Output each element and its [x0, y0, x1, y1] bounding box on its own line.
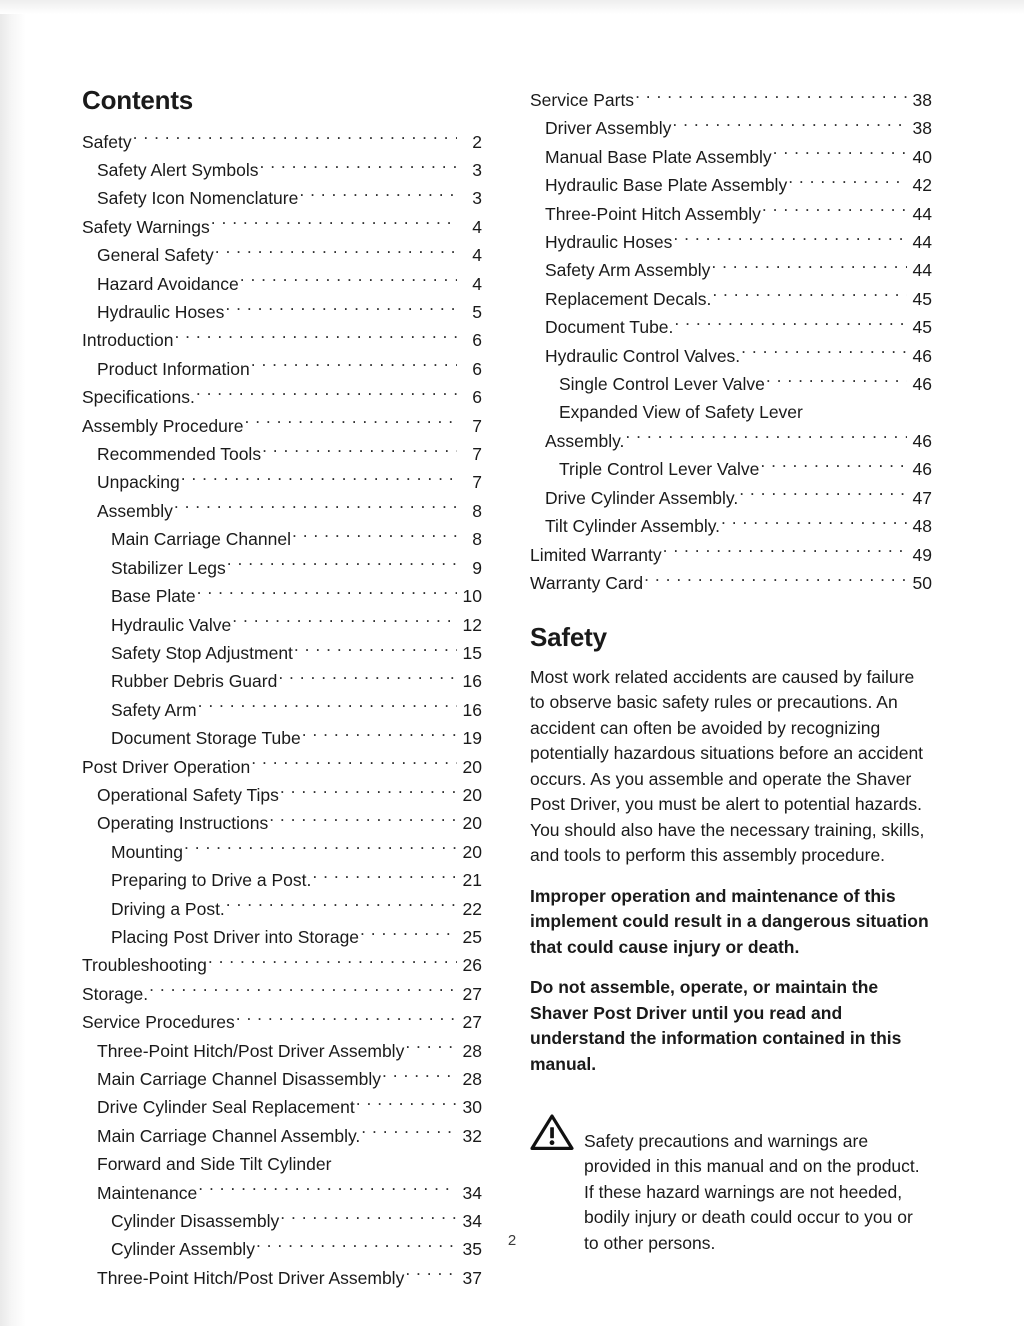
toc-entry-page-number: 20	[462, 784, 482, 805]
toc-entry-page-number: 46	[912, 430, 932, 451]
toc-dot-leader	[361, 1124, 457, 1142]
toc-entry-page-number: 45	[912, 317, 932, 338]
toc-entry-page-number: 6	[472, 358, 482, 379]
safety-alert-row	[530, 1111, 932, 1274]
toc-entry-label: Operating Instructions	[97, 813, 269, 834]
toc-entry-page-number: 16	[462, 671, 482, 692]
toc-entry[interactable]	[82, 298, 482, 326]
toc-entry[interactable]	[82, 156, 482, 184]
toc-entry[interactable]	[82, 468, 482, 496]
toc-entry-page-number: 46	[912, 345, 932, 366]
toc-dot-leader	[721, 515, 907, 533]
toc-dot-leader	[663, 543, 907, 561]
toc-dot-leader	[259, 159, 457, 177]
toc-entry-page-number: 22	[462, 898, 482, 919]
toc-entry[interactable]	[530, 512, 932, 540]
toc-entry-page-number: 46	[912, 374, 932, 395]
table-of-contents-left	[82, 128, 482, 1293]
toc-dot-leader	[405, 1266, 457, 1284]
toc-entry-page-number: 20	[462, 756, 482, 777]
toc-dot-leader	[198, 698, 457, 716]
toc-entry[interactable]	[82, 951, 482, 979]
toc-entry-label: Three-Point Hitch Assembly	[545, 203, 761, 224]
toc-entry[interactable]	[82, 696, 482, 724]
toc-entry-label: Operational Safety Tips	[97, 784, 279, 805]
toc-entry-label: Limited Warranty	[530, 544, 662, 565]
toc-entry-label: Expanded View of Safety Lever	[559, 402, 803, 423]
toc-entry-label: Tilt Cylinder Assembly.	[545, 516, 721, 537]
toc-entry[interactable]	[530, 143, 932, 171]
toc-dot-leader	[208, 954, 457, 972]
toc-entry-page-number: 12	[462, 614, 482, 635]
toc-entry-label: Hydraulic Hoses	[545, 232, 673, 253]
toc-entry-label: Replacement Decals.	[545, 288, 712, 309]
toc-dot-leader	[302, 727, 457, 745]
safety-heading: Safety	[530, 622, 607, 653]
warning-triangle-icon	[530, 1111, 574, 1156]
toc-dot-leader	[292, 528, 457, 546]
toc-entry-label: Assembly	[97, 500, 173, 521]
toc-entry-label: Warranty Card	[530, 572, 644, 593]
toc-dot-leader	[356, 1096, 457, 1114]
toc-entry-page-number: 34	[462, 1182, 482, 1203]
toc-dot-leader	[773, 145, 907, 163]
toc-entry[interactable]	[82, 1122, 482, 1150]
toc-entry-label: Rubber Debris Guard	[111, 671, 278, 692]
toc-entry-page-number: 2	[472, 131, 482, 152]
toc-entry-label: Single Control Lever Valve	[559, 374, 765, 395]
toc-entry[interactable]	[530, 313, 932, 341]
toc-dot-leader	[211, 215, 457, 233]
toc-dot-leader	[788, 174, 907, 192]
toc-entry[interactable]	[82, 554, 482, 582]
toc-entry-page-number: 19	[462, 728, 482, 749]
toc-dot-leader	[215, 244, 457, 262]
toc-entry-page-number: 7	[472, 472, 482, 493]
toc-entry-label: Hydraulic Hoses	[97, 302, 225, 323]
toc-dot-leader	[299, 187, 457, 205]
toc-dot-leader	[174, 329, 457, 347]
toc-dot-leader	[382, 1068, 457, 1086]
toc-entry-page-number: 48	[912, 516, 932, 537]
toc-entry[interactable]	[82, 1008, 482, 1036]
toc-entry[interactable]	[530, 114, 932, 142]
toc-entry-page-number: 15	[462, 642, 482, 663]
toc-entry-label: Hydraulic Base Plate Assembly	[545, 175, 788, 196]
contents-column-right	[530, 86, 932, 1274]
toc-entry-label: Recommended Tools	[97, 444, 262, 465]
toc-entry[interactable]	[530, 370, 932, 398]
toc-entry[interactable]	[530, 285, 932, 313]
toc-entry-label: Three-Point Hitch/Post Driver Assembly	[97, 1267, 405, 1288]
toc-dot-leader	[644, 571, 907, 589]
toc-entry-page-number: 28	[462, 1069, 482, 1089]
toc-entry-page-number: 35	[462, 1239, 482, 1260]
toc-entry-page-number: 32	[462, 1125, 482, 1146]
toc-entry-page-number: 46	[912, 459, 932, 480]
toc-entry-page-number: 42	[912, 175, 932, 196]
toc-entry[interactable]	[82, 1179, 482, 1207]
safety-warning-paragraph-2: Do not assemble, operate, or maintain the Shaver Post Driver until you read and understand the information contained in this manual.	[530, 977, 902, 1074]
toc-dot-leader	[174, 499, 457, 517]
toc-dot-leader	[227, 556, 457, 574]
toc-entry-page-number: 8	[472, 500, 482, 521]
toc-entry-page-number: 47	[912, 487, 932, 508]
toc-entry-page-number: 44	[912, 232, 932, 253]
toc-entry-page-number: 7	[472, 415, 482, 436]
toc-entry-page-number: 10	[462, 586, 482, 607]
toc-entry[interactable]	[82, 213, 482, 241]
safety-warning-paragraph-1: Improper operation and maintenance of this implement could result in a dangerous situation that could cause injury or death.	[530, 885, 929, 957]
toc-entry[interactable]	[530, 256, 932, 284]
toc-dot-leader	[739, 486, 907, 504]
toc-entry-label: Forward and Side Tilt Cylinder	[97, 1154, 332, 1175]
toc-dot-leader	[625, 429, 907, 447]
toc-entry-page-number: 27	[462, 1012, 482, 1033]
toc-entry-label: Assembly Procedure	[82, 415, 244, 436]
toc-entry[interactable]	[82, 980, 482, 1008]
safety-section	[530, 623, 932, 1274]
toc-dot-leader	[674, 316, 907, 334]
toc-entry-label: Main Carriage Channel Disassembly	[97, 1069, 382, 1089]
toc-dot-leader	[236, 1011, 457, 1029]
toc-entry-page-number: 37	[462, 1267, 482, 1288]
toc-entry[interactable]	[530, 228, 932, 256]
toc-entry-page-number: 7	[472, 444, 482, 465]
toc-entry-label: Document Tube.	[545, 317, 674, 338]
toc-entry[interactable]	[530, 171, 932, 199]
safety-intro-paragraph: Most work related accidents are caused by failure to observe basic safety rules or precautions. An accident can often be avoided by recognizing potentially hazardous situations before an accident occurs. As you assemble and operate the Shaver Post Driver, you must be alert to potential hazards. You should also have the necessary training, skills, and tools to perform this assembly procedure.	[530, 666, 925, 866]
toc-dot-leader	[766, 373, 907, 391]
toc-entry[interactable]	[82, 667, 482, 695]
toc-dot-leader	[294, 641, 457, 659]
toc-entry-label: Safety Arm Assembly	[545, 260, 711, 281]
toc-entry-page-number: 26	[462, 955, 482, 976]
toc-entry-page-number: 4	[472, 216, 482, 237]
toc-entry-label: Service Parts	[530, 90, 635, 110]
toc-dot-leader	[312, 869, 457, 887]
toc-entry[interactable]	[530, 569, 932, 597]
toc-entry[interactable]	[82, 326, 482, 354]
toc-entry-label: Stabilizer Legs	[111, 557, 226, 578]
toc-entry-label: Safety Stop Adjustment	[111, 642, 293, 663]
toc-dot-leader	[197, 585, 457, 603]
toc-dot-leader	[232, 613, 457, 631]
toc-entry-page-number: 6	[472, 387, 482, 408]
toc-dot-leader	[244, 414, 457, 432]
toc-entry-label: Introduction	[82, 330, 174, 351]
toc-entry-label: Driver Assembly	[545, 118, 672, 139]
toc-entry-label: Specifications.	[82, 387, 195, 408]
toc-entry-page-number: 50	[912, 572, 932, 593]
toc-entry-page-number: 8	[472, 529, 482, 550]
toc-dot-leader	[198, 1181, 457, 1199]
toc-entry[interactable]	[82, 895, 482, 923]
toc-dot-leader	[196, 386, 457, 404]
toc-entry[interactable]	[530, 455, 932, 483]
toc-dot-leader	[673, 231, 907, 249]
page-number: 2	[507, 1232, 517, 1249]
toc-entry-page-number: 20	[462, 813, 482, 834]
toc-entry-page-number: 3	[472, 188, 482, 209]
toc-entry-page-number: 49	[912, 544, 932, 565]
toc-entry-page-number: 44	[912, 260, 932, 281]
toc-entry-page-number: 30	[462, 1097, 482, 1118]
toc-entry-page-number: 9	[472, 557, 482, 578]
toc-entry-page-number: 5	[472, 302, 482, 323]
toc-entry-page-number: 40	[912, 146, 932, 167]
toc-entry-page-number: 20	[462, 841, 482, 862]
toc-entry-label: General Safety	[97, 245, 214, 266]
toc-dot-leader	[251, 357, 457, 375]
toc-entry-page-number: 45	[912, 288, 932, 309]
toc-entry[interactable]	[82, 270, 482, 298]
toc-dot-leader	[184, 840, 457, 858]
toc-entry-label: Manual Base Plate Assembly	[545, 146, 772, 167]
toc-entry-label: Drive Cylinder Assembly.	[545, 487, 739, 508]
toc-entry[interactable]	[82, 838, 482, 866]
toc-entry[interactable]	[82, 866, 482, 894]
toc-dot-leader	[711, 259, 907, 277]
toc-dot-leader	[278, 670, 457, 688]
toc-entry[interactable]	[82, 412, 482, 440]
toc-entry-label: Hydraulic Valve	[111, 614, 232, 635]
toc-entry-label: Preparing to Drive a Post.	[111, 870, 312, 891]
toc-entry-label: Drive Cylinder Seal Replacement	[97, 1097, 355, 1118]
toc-entry[interactable]	[82, 440, 482, 468]
toc-entry-page-number: 28	[462, 1040, 482, 1061]
toc-entry-label: Driving a Post.	[111, 898, 225, 919]
toc-dot-leader	[762, 202, 907, 220]
toc-entry-label: Safety Alert Symbols	[97, 160, 259, 180]
toc-entry-label: Maintenance	[97, 1182, 198, 1203]
toc-entry-label: Assembly.	[545, 430, 625, 451]
toc-dot-leader	[760, 458, 907, 476]
toc-entry[interactable]	[82, 639, 482, 667]
toc-entry-label: Cylinder Disassembly	[111, 1211, 280, 1232]
toc-entry-page-number: 44	[912, 203, 932, 224]
toc-entry-label: Storage.	[82, 983, 149, 1004]
toc-entry-page-number: 16	[462, 699, 482, 720]
toc-entry-label: Main Carriage Channel	[111, 529, 291, 550]
toc-dot-leader	[133, 130, 457, 148]
toc-entry[interactable]	[530, 200, 932, 228]
toc-entry[interactable]	[82, 582, 482, 610]
toc-dot-leader	[226, 897, 457, 915]
toc-entry[interactable]	[530, 86, 932, 114]
toc-entry-label: Post Driver Operation	[82, 756, 251, 777]
toc-dot-leader	[360, 925, 457, 943]
toc-entry-page-number: 27	[462, 983, 482, 1004]
toc-entry-label: Document Storage Tube	[111, 728, 301, 749]
toc-entry-page-number: 3	[472, 160, 482, 180]
table-of-contents-right	[530, 86, 932, 597]
toc-entry-label: Three-Point Hitch/Post Driver Assembly	[97, 1040, 405, 1061]
toc-entry[interactable]	[82, 611, 482, 639]
toc-entry-label: Safety Arm	[111, 699, 197, 720]
toc-entry-label: Placing Post Driver into Storage	[111, 926, 360, 947]
toc-dot-leader	[149, 982, 457, 1000]
toc-dot-leader	[635, 89, 907, 107]
toc-entry[interactable]	[530, 427, 932, 455]
toc-entry[interactable]	[82, 128, 482, 156]
toc-entry[interactable]	[82, 809, 482, 837]
toc-entry[interactable]	[82, 781, 482, 809]
toc-entry[interactable]	[82, 1065, 482, 1093]
toc-dot-leader	[741, 344, 907, 362]
toc-entry[interactable]	[82, 753, 482, 781]
toc-entry[interactable]	[530, 484, 932, 512]
toc-entry-label: Mounting	[111, 841, 183, 862]
toc-entry-label: Safety Warnings	[82, 216, 210, 237]
toc-entry[interactable]	[82, 923, 482, 951]
toc-entry[interactable]	[82, 497, 482, 525]
toc-entry-page-number: 34	[462, 1211, 482, 1232]
toc-dot-leader	[712, 287, 907, 305]
toc-entry[interactable]	[82, 1264, 482, 1292]
toc-entry-label: Troubleshooting	[82, 955, 207, 976]
toc-entry-label: Triple Control Lever Valve	[559, 459, 760, 480]
toc-dot-leader	[332, 1153, 481, 1171]
toc-entry-label: Cylinder Assembly	[111, 1239, 255, 1260]
safety-alert-paragraph: Safety precautions and warnings are provided in this manual and on the product. If these hazard warnings are not heeded, bodily injury or death could occur to you or to other persons.	[584, 1130, 920, 1253]
toc-dot-leader	[672, 117, 907, 135]
toc-entry-label: Service Procedures	[82, 1012, 235, 1033]
toc-entry-page-number: 4	[472, 245, 482, 266]
toc-entry[interactable]	[82, 1150, 482, 1178]
toc-entry-page-number: 38	[912, 118, 932, 139]
toc-entry[interactable]	[82, 525, 482, 553]
toc-entry[interactable]	[82, 241, 482, 269]
toc-dot-leader	[804, 401, 931, 419]
contents-column-left	[82, 86, 482, 1292]
toc-entry-page-number: 38	[912, 90, 932, 110]
toc-entry-label: Product Information	[97, 358, 250, 379]
toc-dot-leader	[280, 1210, 457, 1228]
toc-entry[interactable]	[82, 355, 482, 383]
toc-dot-leader	[405, 1039, 457, 1057]
toc-entry-page-number: 6	[472, 330, 482, 351]
toc-entry-label: Safety Icon Nomenclature	[97, 188, 299, 209]
toc-entry[interactable]	[82, 383, 482, 411]
page-title: Contents	[82, 85, 194, 115]
toc-entry-label: Base Plate	[111, 586, 196, 607]
toc-entry-label: Safety	[82, 131, 132, 152]
toc-entry-page-number: 4	[472, 273, 482, 294]
toc-dot-leader	[225, 301, 457, 319]
toc-entry[interactable]	[82, 1037, 482, 1065]
toc-entry-label: Main Carriage Channel Assembly.	[97, 1125, 361, 1146]
toc-entry-label: Unpacking	[97, 472, 180, 493]
toc-entry-page-number: 25	[462, 926, 482, 947]
toc-entry[interactable]	[82, 724, 482, 752]
toc-dot-leader	[181, 471, 457, 489]
toc-entry[interactable]	[82, 1093, 482, 1121]
toc-dot-leader	[280, 783, 457, 801]
toc-entry[interactable]	[530, 398, 932, 426]
toc-dot-leader	[240, 272, 457, 290]
toc-entry-page-number: 21	[462, 870, 482, 891]
toc-entry[interactable]	[82, 184, 482, 212]
toc-dot-leader	[269, 812, 457, 830]
toc-entry-label: Hydraulic Control Valves.	[545, 345, 741, 366]
toc-dot-leader	[262, 443, 457, 461]
toc-entry[interactable]	[530, 342, 932, 370]
toc-dot-leader	[251, 755, 457, 773]
toc-entry-label: Hazard Avoidance	[97, 273, 239, 294]
toc-entry[interactable]	[530, 541, 932, 569]
